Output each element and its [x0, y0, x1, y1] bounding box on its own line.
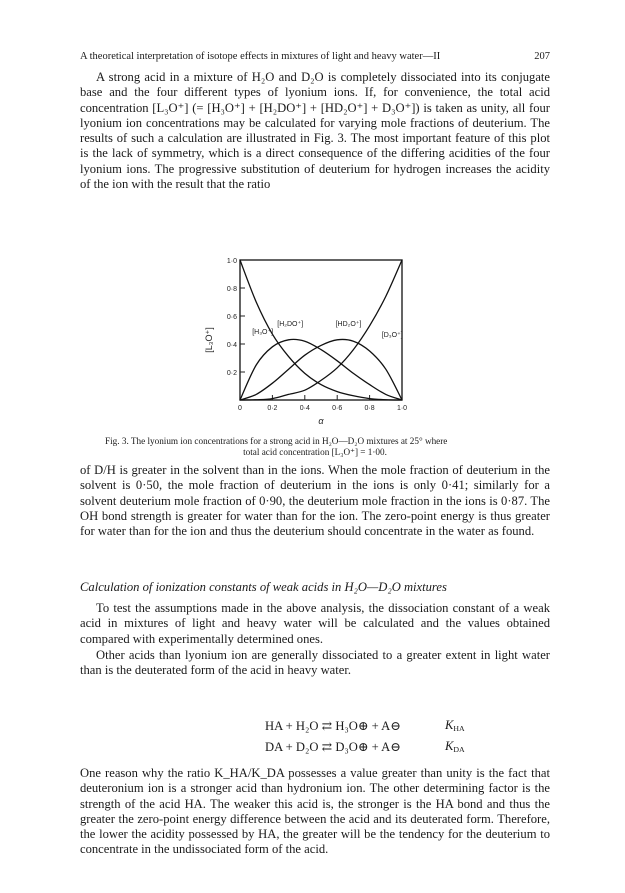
equation-ha-text: HA + H₂O ⇄ H₃O⊕ + A⊖ [265, 719, 401, 733]
y-tick-label: 1·0 [226, 258, 237, 265]
equation-ha [265, 718, 565, 739]
equation-da-constant: $K_{DA}$ [445, 739, 465, 754]
paragraph-other-acids: Other acids than lyonium ion are generally dissociated to a greater extent in light water than is the deuterated form of the acid in heavy water. [80, 648, 550, 678]
curve-label-3: [D₃O⁺] [381, 332, 403, 339]
y-tick-label: 0·6 [226, 314, 237, 321]
curve-label-2: [HD₂O⁺] [335, 320, 362, 328]
curve-label-1: [H₂DO⁺] [277, 320, 304, 328]
running-head-title: A theoretical interpretation of isotope effects in mixtures of light and heavy water—II [80, 51, 441, 62]
y-tick-label: 0·4 [226, 342, 237, 349]
y-tick-label: 0·2 [226, 370, 237, 377]
paragraph-test-assumptions: To test the assumptions made in the above analysis, the dissociation constant of a weak acid in mixtures of light and heavy water will be calculated and the values obtained compared with experimentally determined ones. [80, 601, 550, 646]
page-number: 207 [534, 51, 550, 62]
equations [265, 718, 565, 760]
running-head [80, 51, 550, 62]
x-tick-label: 0·2 [267, 405, 278, 412]
section-heading: Calculation of ionization constants of weak acids in H₂O—D₂O mixtures [80, 580, 447, 594]
paragraph-ratio-reason: One reason why the ratio K_HA/K_DA possesses a value greater than unity is the fact that deuteronium ion is a stronger acid than hydronium ion. The other determining factor is the strength of the acid HA. The weaker this acid is, the stronger is the HA bond and thus the greater the zero-point energy difference between the acid and its deuterated form. Therefore, the lower the acidity possessed by HA, the greater will be the tendency for the deuterium to concentrate in the undissociated form of the acid. [80, 766, 550, 857]
x-tick-label: 1·0 [396, 405, 408, 412]
paragraph-deuterium-ratio: of D/H is greater in the solvent than in the ions. When the mole fraction of deuterium in the solvent is 0·50, the mole fraction of deuterium in the ions is only 0·41; similarly for a solvent deuterium mole fraction of 0·90, the deuterium mole fraction in the ions is 0·87. The OH bond strength is greater for water than for the ion. The zero-point energy is thus greater for water than for the ion and thus the deuterium should concentrate in the water as found. [80, 463, 550, 539]
x-tick-label: 0 [238, 405, 242, 412]
series-line-1 [240, 339, 402, 400]
x-tick-label: 0·8 [364, 405, 375, 412]
equation-da [265, 739, 565, 760]
figure-caption [95, 436, 535, 458]
caption-line-2: total acid concentration [L₃O⁺] = 1·00. [243, 447, 387, 457]
equation-da-text: DA + D₂O ⇄ D₃O⊕ + A⊖ [265, 740, 401, 754]
lyonium-chart [190, 250, 430, 435]
curve-label-0: [H₃O⁺] [252, 329, 274, 337]
x-tick-label: 0·6 [332, 405, 343, 412]
x-tick-label: 0·4 [299, 405, 310, 412]
figure-lyonium-plot [190, 250, 430, 435]
paragraph-strong-acid: A strong acid in a mixture of H₂O and D₂O is completely dissociated into its conjugate base and the four different types of lyonium ions. If, for convenience, the total acid concentration [L₃O⁺] (= [H₃O⁺] + [H₂DO⁺] + [HD₂O⁺] + D₃O⁺]) is taken as unity, all four lyonium ion concentrations may be calculated for varying mole fractions of deuterium. The results of such a calculation are illustrated in Fig. 3. The most important feature of this plot is the lack of symmetry, which is a direct consequence of the differing acidities of the four lyonium ions. The progressive substitution of deuterium for hydrogen increases the acidity of the ion with the result that the ratio [80, 70, 550, 192]
caption-line-1: Fig. 3. The lyonium ion concentrations for a strong acid in H₂O—D₂O mixtures at 25° where [105, 436, 448, 446]
y-axis-label: [L₃O⁺] [204, 327, 214, 353]
series-line-2 [240, 339, 402, 400]
x-axis-label: α [318, 416, 324, 426]
y-tick-label: 0·8 [226, 286, 237, 293]
equation-ha-constant: $K_{HA}$ [445, 718, 465, 733]
